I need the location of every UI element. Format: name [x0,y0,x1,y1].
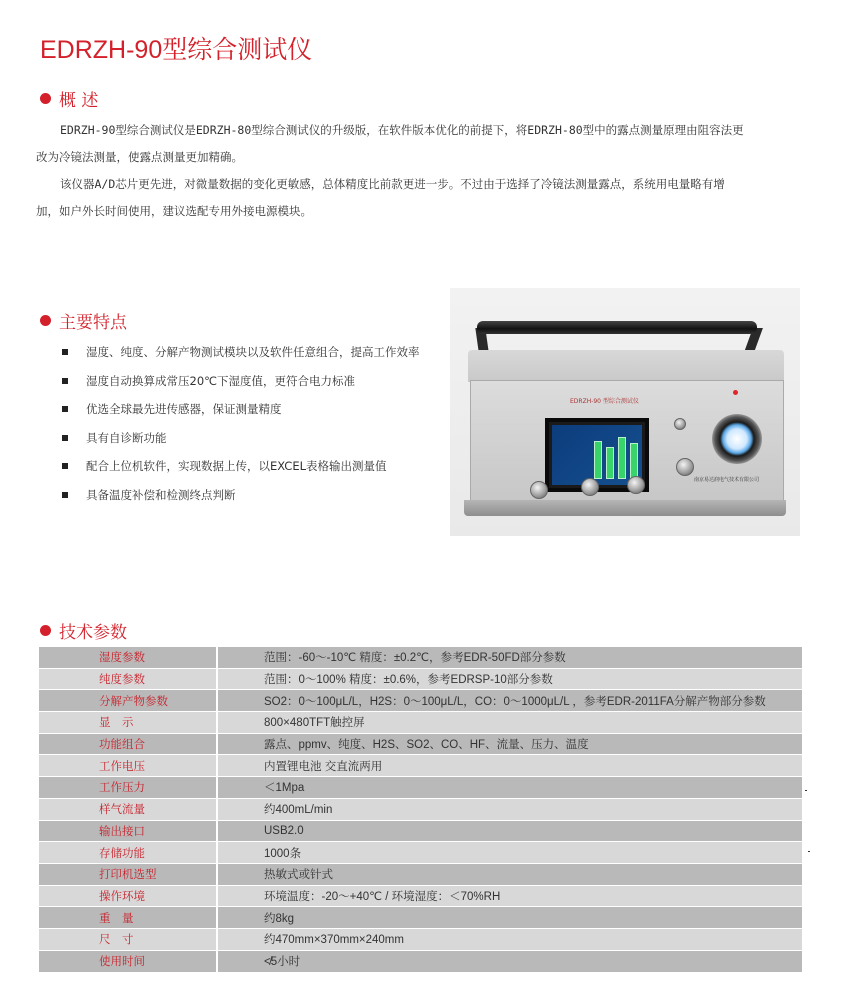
spec-value: ≮5小时 [217,950,802,972]
spec-value: 热敏式或针式 [217,863,802,885]
spec-label: 尺 寸 [39,928,217,950]
spec-value: USB2.0 [217,820,802,842]
spec-value: 约470mm×370mm×240mm [217,928,802,950]
spec-label: 打印机选型 [39,863,217,885]
feature-text: 优选全球最先进传感器，保证测量精度 [86,402,282,417]
spec-value: SO2：0～100μL/L，H2S：0～100μL/L，CO：0～1000μL/L ，参考EDR-2011FA分解产物部分参数 [217,690,802,712]
table-row [39,820,802,842]
spec-label: 功能组合 [39,733,217,755]
bullet-dot-icon [40,93,51,104]
device-maker-label: 南京易达润电气技术有限公司 [694,477,760,483]
spec-value: 800×480TFT触控屏 [217,712,802,734]
page-title: EDRZH-90型综合测试仪 [40,36,313,64]
table-row [39,777,802,799]
overview-heading-text: 概 述 [59,91,99,111]
spec-label: 工作压力 [39,777,217,799]
table-row [39,733,802,755]
spec-label: 样气流量 [39,798,217,820]
table-row [39,907,802,929]
table-row [39,647,802,669]
feature-item [62,395,420,424]
feature-item [62,338,420,367]
table-row [39,798,802,820]
screen-display [552,425,642,485]
screen-bar [606,447,614,479]
specs-table [39,646,802,972]
spec-label: 分解产物参数 [39,690,217,712]
spec-label: 操作环境 [39,885,217,907]
specs-heading [40,618,127,643]
power-led-icon [733,390,738,395]
spec-label: 输出接口 [39,820,217,842]
bullet-dot-icon [40,315,51,326]
spec-label: 存储功能 [39,842,217,864]
spec-label: 显 示 [39,712,217,734]
sensor-port-icon [712,414,762,464]
overview-line: 加，如户外长时间使用，建议选配专用外接电源模块。 [36,204,312,218]
square-bullet-icon [62,378,68,384]
table-row [39,842,802,864]
feature-item [62,481,420,510]
gas-port-knob-icon [581,478,599,496]
square-bullet-icon [62,435,68,441]
feature-item [62,452,420,481]
spec-value: 约8kg [217,907,802,929]
feature-item [62,424,420,453]
table-row [39,690,802,712]
square-bullet-icon [62,406,68,412]
specs-heading-text: 技术参数 [59,623,127,643]
spec-value: 内置锂电池 交直流两用 [217,755,802,777]
overview-line: EDRZH-90型综合测试仪是EDRZH-80型综合测试仪的升级版，在软件版本优化的前提下，将EDRZH-80型中的露点测量原理由阻容法更 [60,123,744,137]
spec-label: 湿度参数 [39,647,217,669]
device-photo [450,288,800,536]
screen-bar [618,437,626,479]
square-bullet-icon [62,349,68,355]
table-row [39,668,802,690]
spec-label: 纯度参数 [39,668,217,690]
spec-label: 重 量 [39,907,217,929]
overview-line: 该仪器A/D芯片更先进，对微量数据的变化更敏感，总体精度比前款更进一步。不过由于选择了冷镜法测量露点，系统用电量略有增 [60,177,725,191]
table-row [39,755,802,777]
features-heading-text: 主要特点 [59,313,127,333]
spec-value: 范围：-60～-10℃ 精度：±0.2℃，参考EDR-50FD部分参数 [217,647,802,669]
bullet-dot-icon [40,625,51,636]
table-row [39,863,802,885]
feature-text: 配合上位机软件，实现数据上传，以EXCEL表格输出测量值 [86,459,387,474]
overview-heading [40,86,98,111]
square-bullet-icon [62,492,68,498]
table-row [39,928,802,950]
feature-text: 湿度、纯度、分解产物测试模块以及软件任意组合，提高工作效率 [86,345,420,360]
feature-text: 湿度自动换算成常压20℃下湿度值，更符合电力标准 [86,373,356,388]
features-heading [40,308,127,333]
table-row [39,885,802,907]
screen-bar [594,441,602,479]
overview-line: 改为冷镜法测量，使露点测量更加精确。 [36,150,243,164]
features-list [62,338,420,509]
screen-bar [630,443,638,479]
stray-mark [805,790,807,791]
stray-mark [808,851,810,852]
device-top [468,350,784,382]
spec-label: 工作电压 [39,755,217,777]
spec-value: 1000条 [217,842,802,864]
spec-value: 环境温度：-20～+40℃ / 环境湿度：＜70%RH [217,885,802,907]
device-front-label: EDRZH-90 型综合测试仪 [570,398,639,405]
carry-handle [477,321,757,334]
gas-port-knob-icon [627,476,645,494]
gas-port-knob-icon [530,481,548,499]
valve-knob-icon [676,458,694,476]
table-row [39,712,802,734]
switch-knob-icon [674,418,686,430]
square-bullet-icon [62,463,68,469]
feature-text: 具有自诊断功能 [86,430,167,445]
feature-item [62,367,420,396]
spec-value: ＜1Mpa [217,777,802,799]
spec-value: 露点、ppmv、纯度、H2S、SO2、CO、HF、流量、压力、温度 [217,733,802,755]
spec-value: 约400mL/min [217,798,802,820]
table-row [39,950,802,972]
spec-label: 使用时间 [39,950,217,972]
device-base [464,500,786,516]
overview-paragraph [36,117,796,225]
spec-value: 范围：0～100% 精度：±0.6%，参考EDRSP-10部分参数 [217,668,802,690]
feature-text: 具备温度补偿和检测终点判断 [86,487,236,502]
